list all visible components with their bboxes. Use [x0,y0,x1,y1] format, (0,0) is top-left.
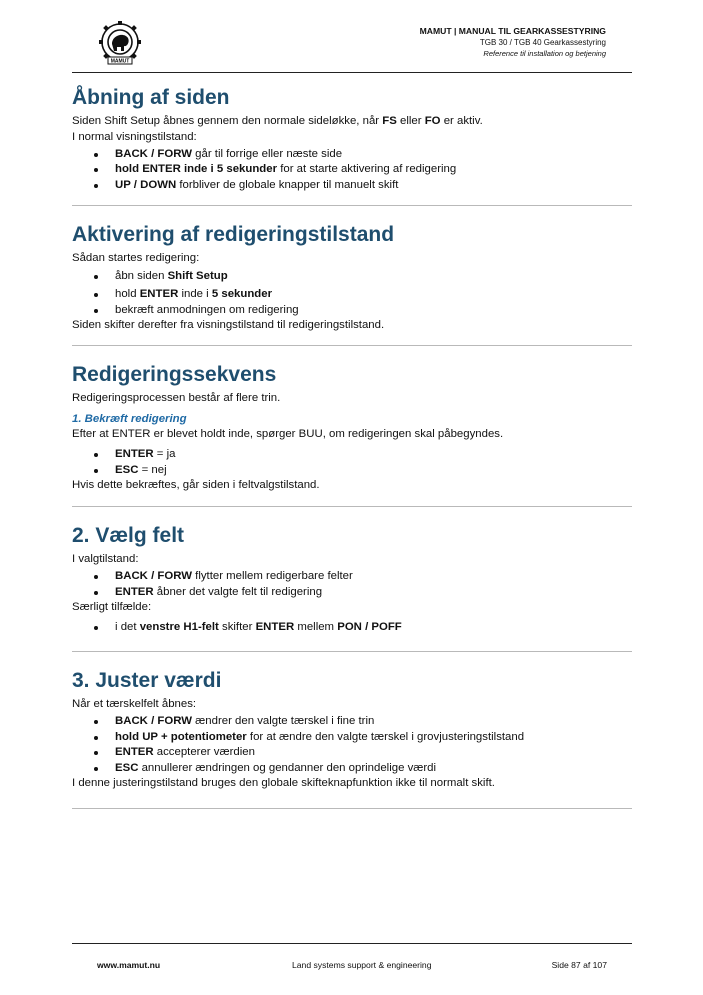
paragraph: Sådan startes redigering: [72,252,200,265]
section-title: Redigeringssekvens [72,363,277,387]
section-activate-editing [72,217,632,333]
footer-website: www.mamut.nu [97,960,161,970]
section-opening-page [72,80,632,193]
paragraph: Redigeringsprocessen består af flere trin. [72,392,281,405]
manual-subtitle: TGB 30 / TGB 40 Gearkassestyring [479,38,606,47]
list-item [115,620,632,635]
list-item [115,730,632,745]
step-title: 1. Bekræft redigering [72,412,187,425]
text: forbliver de globale knapper til manuelt skift [176,178,399,191]
bold-text: hold UP + potentiometer [115,730,247,743]
list-item [115,269,632,284]
text: i det [115,620,140,633]
header-text [420,26,606,59]
section-adjust-value [72,663,632,792]
manual-reference: Reference til installation og betjening [483,49,606,58]
bold-text: 5 sekunder [211,288,273,301]
bullet-list [72,147,632,193]
text: annullerer ændringen og gendanner den oprindelige værdi [138,761,437,774]
bullet-list [72,269,632,318]
page-number: Side 87 af 107 [551,960,607,970]
paragraph: I normal visningstilstand: [72,130,197,143]
text: Siden Shift Setup åbnes gennem den normale sideløkke, når [72,115,383,127]
logo-text: MAMUT [110,58,130,65]
section-divider [72,205,632,206]
text: mellem [294,620,338,633]
text: for at ændre den valgte tærskel i grovjusteringstilstand [246,730,525,743]
list-item [115,447,632,462]
section-title: Åbning af siden [72,86,230,109]
section-divider [72,345,632,346]
bold-text: BACK / FORW [115,570,192,583]
list-item [115,745,632,760]
bullet-list [72,620,632,635]
text: åbner det valgte felt til redigering [153,585,323,598]
bold-text: UP / DOWN [115,178,177,191]
text: = ja [153,448,176,461]
list-item [115,178,632,193]
text: åbn siden [115,269,168,282]
bold-text: Shift Setup [167,269,228,282]
list-item [115,761,632,776]
bullet-list [72,447,632,478]
paragraph: Siden skifter derefter fra visningstilstand til redigeringstilstand. [72,318,385,331]
paragraph: Særligt tilfælde: [72,601,152,614]
section-title: 2. Vælg felt [72,523,185,547]
paragraph: Efter at ENTER er blevet holdt inde, spørger BUU, om redigeringen skal påbegyndes. [72,427,504,440]
bold-text: ENTER [115,448,154,461]
bullet-list [72,714,632,776]
bold-text: ESC [115,463,139,476]
bold-text: ESC [115,761,139,774]
manual-title: MAMUT | MANUAL TIL GEARKASSESTYRING [419,26,606,36]
paragraph: Når et tærskelfelt åbnes: [72,697,197,710]
list-item [115,569,632,584]
list-item [115,287,632,302]
bold-text: hold ENTER inde i 5 sekunder [115,163,278,176]
bold-text: ENTER [255,620,295,633]
list-item [115,463,632,478]
mamut-logo-icon [94,20,146,66]
bold-text: BACK / FORW [115,148,192,160]
text: for at starte aktivering af redigering [277,163,457,176]
bold-text: ENTER [115,746,154,759]
text: er aktiv. [440,115,483,127]
text: = nej [138,463,167,476]
paragraph: Hvis dette bekræftes, går siden i feltvalgstilstand. [72,479,320,492]
section-title: 3. Juster værdi [72,668,222,692]
list-item [115,585,632,600]
text: skifter [218,620,256,633]
section-editing-sequence [72,357,632,493]
text: eller [396,115,425,127]
text: accepterer værdien [153,746,255,759]
bold-text: ENTER [139,288,179,301]
list-item [115,714,632,729]
text: ændrer den valgte tærskel i fine trin [192,715,375,728]
page-header [72,16,632,72]
footer-tagline: Land systems support & engineering [292,960,432,970]
text: hold [115,288,140,301]
list-item [115,162,632,177]
section-select-field [72,518,632,635]
bold-text: FO [424,115,441,127]
section-divider [72,808,632,809]
page-content [72,80,632,820]
text: går til forrige eller næste side [192,148,343,160]
bold-text: ENTER [115,585,154,598]
bold-text: PON / POFF [337,620,402,633]
list-item [115,147,632,162]
bullet-list [72,569,632,600]
section-title: Aktivering af redigeringstilstand [72,223,395,247]
text: bekræft anmodningen om redigering [115,303,299,316]
paragraph: I valgtilstand: [72,552,139,565]
paragraph [72,114,632,130]
text: inde i [178,288,212,301]
header-divider [72,72,632,73]
footer-divider [72,943,632,944]
text: flytter mellem redigerbare felter [192,570,353,583]
bold-text: BACK / FORW [115,715,192,728]
section-divider [72,506,632,507]
section-divider [72,651,632,652]
bold-text: FS [382,115,397,127]
list-item [115,303,632,318]
bold-text: venstre H1-felt [139,620,219,633]
paragraph: I denne justeringstilstand bruges den globale skifteknapfunktion ikke til normalt skift. [72,777,495,790]
